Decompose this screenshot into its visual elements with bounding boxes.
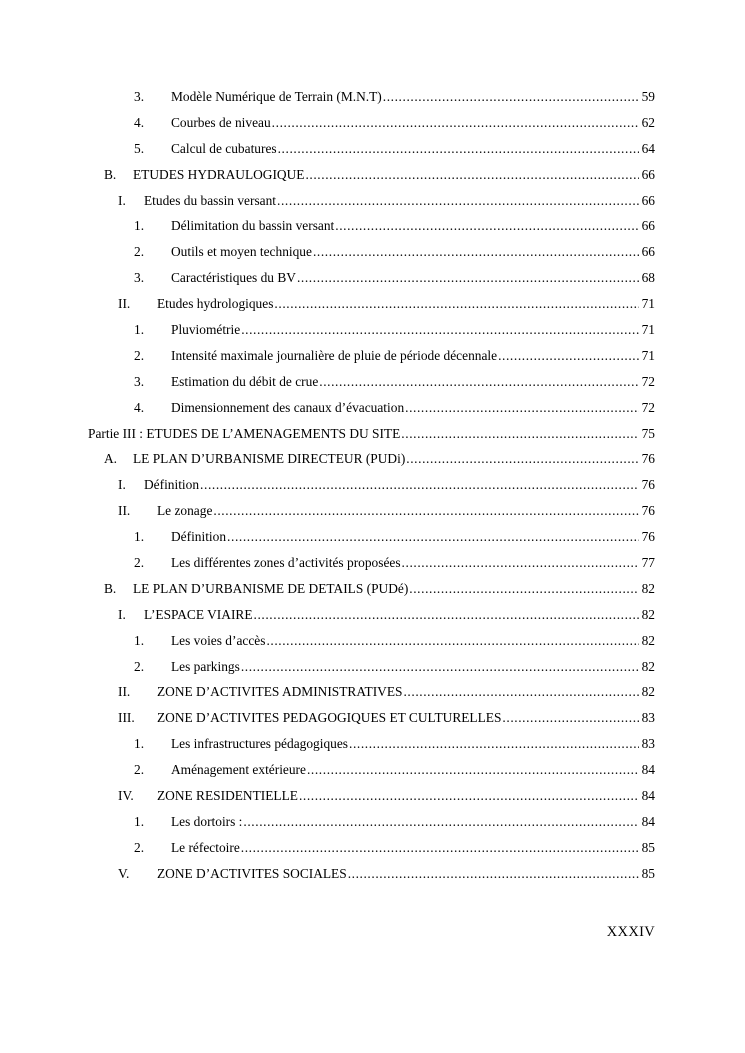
toc-entry-title: Définition <box>171 526 226 548</box>
toc-entry[interactable] <box>0 293 745 319</box>
toc-dot-leader <box>319 371 639 393</box>
toc-entry-page: 72 <box>641 399 655 415</box>
toc-entry-title: ZONE D’ACTIVITES PEDAGOGIQUES ET CULTURELLES <box>157 707 501 729</box>
toc-entry-number: 1. <box>134 736 145 752</box>
toc-entry[interactable] <box>0 656 745 682</box>
toc-dot-leader <box>403 681 639 703</box>
toc-entry-page: 82 <box>641 684 655 700</box>
toc-entry-page: 66 <box>641 192 655 208</box>
toc-entry-title: Les parkings <box>171 656 240 678</box>
toc-dot-leader <box>213 500 639 522</box>
toc-entry-page: 84 <box>641 813 655 829</box>
toc-entry-page: 66 <box>641 166 655 182</box>
toc-entry-title: Caractéristiques du BV <box>171 267 296 289</box>
toc-dot-leader <box>278 138 639 160</box>
toc-entry[interactable] <box>0 837 745 863</box>
toc-dot-leader <box>498 345 639 367</box>
toc-entry-title: Etudes du bassin versant <box>144 190 276 212</box>
toc-entry-title: LE PLAN D’URBANISME DE DETAILS (PUDé) <box>133 578 408 600</box>
toc-entry[interactable] <box>0 397 745 423</box>
toc-entry-number: 4. <box>134 114 145 130</box>
toc-entry-number: 1. <box>134 218 145 234</box>
toc-entry-number: 3. <box>134 270 145 286</box>
toc-entry-title: Dimensionnement des canaux d’évacuation <box>171 397 404 419</box>
toc-entry-number: 2. <box>134 839 145 855</box>
toc-entry-title: LE PLAN D’URBANISME DIRECTEUR (PUDi) <box>133 448 405 470</box>
toc-entry-number: B. <box>104 580 117 596</box>
toc-entry[interactable] <box>0 241 745 267</box>
toc-entry-page: 66 <box>641 244 655 260</box>
toc-entry-number: I. <box>118 192 126 208</box>
toc-dot-leader <box>254 604 639 626</box>
toc-dot-leader <box>383 86 639 108</box>
toc-entry[interactable] <box>0 500 745 526</box>
toc-entry-page: 59 <box>641 89 655 104</box>
toc-dot-leader <box>406 448 639 470</box>
toc-entry-page: 82 <box>641 580 655 596</box>
toc-entry-number: 4. <box>134 399 145 415</box>
toc-entry-title: ETUDES HYDRAULOGIQUE <box>133 164 304 186</box>
toc-entry[interactable] <box>0 552 745 578</box>
toc-entry-page: 83 <box>641 736 655 752</box>
toc-dot-leader <box>272 112 639 134</box>
toc-dot-leader <box>299 785 639 807</box>
toc-dot-leader <box>227 526 639 548</box>
toc-entry-number: 5. <box>134 140 145 156</box>
toc-entry-title: Partie III : ETUDES DE L’AMENAGEMENTS DU SITE <box>88 423 400 445</box>
toc-entry-title: ZONE RESIDENTIELLE <box>157 785 298 807</box>
toc-entry[interactable] <box>0 707 745 733</box>
toc-entry[interactable] <box>0 863 745 889</box>
toc-entry-number: II. <box>118 503 131 519</box>
toc-entry-title: Pluviométrie <box>171 319 240 341</box>
toc-entry-title: Les dortoirs : <box>171 811 242 833</box>
toc-dot-leader <box>402 552 639 574</box>
toc-entry-number: III. <box>118 710 135 726</box>
toc-entry[interactable] <box>0 785 745 811</box>
toc-entry[interactable] <box>0 164 745 190</box>
toc-dot-leader <box>335 215 639 237</box>
toc-entry-title: ZONE D’ACTIVITES ADMINISTRATIVES <box>157 681 402 703</box>
toc-entry-page: 85 <box>641 865 655 881</box>
toc-entry-number: 1. <box>134 813 145 829</box>
toc-entry-title: Modèle Numérique de Terrain (M.N.T) <box>171 86 382 108</box>
toc-entry[interactable] <box>0 112 745 138</box>
toc-entry[interactable] <box>0 448 745 474</box>
toc-dot-leader <box>409 578 639 600</box>
toc-entry-page: 82 <box>641 658 655 674</box>
toc-entry-page: 76 <box>641 477 655 493</box>
toc-dot-leader <box>241 656 639 678</box>
toc-entry-number: B. <box>104 166 117 182</box>
toc-entry-number: 1. <box>134 632 145 648</box>
toc-entry[interactable] <box>0 371 745 397</box>
toc-entry-number: 3. <box>134 373 145 389</box>
toc-entry-title: Le réfectoire <box>171 837 240 859</box>
toc-entry-title: Les infrastructures pédagogiques <box>171 733 348 755</box>
toc-entry-page: 72 <box>641 373 655 389</box>
toc-entry[interactable] <box>0 759 745 785</box>
toc-entry[interactable] <box>0 526 745 552</box>
toc-entry-title: Les différentes zones d’activités proposées <box>171 552 401 574</box>
toc-dot-leader <box>502 707 639 729</box>
toc-entry-page: 77 <box>641 555 655 571</box>
toc-entry-number: II. <box>118 684 131 700</box>
toc-entry[interactable] <box>0 578 745 604</box>
toc-entry[interactable] <box>0 423 745 449</box>
toc-entry-title: L’ESPACE VIAIRE <box>144 604 253 626</box>
toc-entry-number: 2. <box>134 244 145 260</box>
toc-entry-page: 66 <box>641 218 655 234</box>
toc-entry-number: II. <box>118 296 131 312</box>
toc-entry-page: 71 <box>641 322 655 338</box>
toc-entry-number: 1. <box>134 322 145 338</box>
toc-entry-page: 82 <box>641 606 655 622</box>
toc-entry-title: Définition <box>144 474 199 496</box>
toc-entry[interactable] <box>0 733 745 759</box>
toc-dot-leader <box>401 423 639 445</box>
page-number: XXXIV <box>606 924 655 940</box>
toc-entry-title: Les voies d’accès <box>171 630 265 652</box>
toc-entry-page: 82 <box>641 632 655 648</box>
toc-entry[interactable] <box>0 319 745 345</box>
toc-dot-leader <box>405 397 639 419</box>
toc-dot-leader <box>277 190 639 212</box>
toc-entry[interactable] <box>0 345 745 371</box>
toc-entry[interactable] <box>0 681 745 707</box>
toc-dot-leader <box>243 811 639 833</box>
toc-dot-leader <box>266 630 639 652</box>
toc-entry-page: 76 <box>641 503 655 519</box>
toc-entry-number: 2. <box>134 347 145 363</box>
toc-entry-page: 68 <box>641 270 655 286</box>
toc-entry-title: Calcul de cubatures <box>171 138 277 160</box>
toc-entry-number: A. <box>104 451 118 467</box>
toc-entry-title: Estimation du débit de crue <box>171 371 318 393</box>
toc-entry-number: I. <box>118 477 126 493</box>
toc-entry[interactable] <box>0 604 745 630</box>
toc-entry-page: 84 <box>641 788 655 804</box>
toc-entry-page: 62 <box>641 114 655 130</box>
toc-dot-leader <box>241 319 639 341</box>
toc-entry-title: Courbes de niveau <box>171 112 271 134</box>
toc-dot-leader <box>274 293 639 315</box>
toc-dot-leader <box>313 241 639 263</box>
toc-dot-leader <box>305 164 639 186</box>
toc-entry[interactable] <box>0 190 745 216</box>
toc-dot-leader <box>200 474 639 496</box>
toc-entry-page: 76 <box>641 529 655 545</box>
toc-entry[interactable] <box>0 630 745 656</box>
toc-dot-leader <box>241 837 639 859</box>
toc-entry-page: 71 <box>641 296 655 312</box>
toc-entry[interactable] <box>0 215 745 241</box>
toc-entry[interactable] <box>0 138 745 164</box>
toc-entry-page: 71 <box>641 347 655 363</box>
toc-entry[interactable] <box>0 267 745 293</box>
toc-entry-page: 84 <box>641 762 655 778</box>
toc-entry-number: V. <box>118 865 130 881</box>
toc-entry-title: Etudes hydrologiques <box>157 293 273 315</box>
toc-entry-page: 64 <box>641 140 655 156</box>
toc-entry-number: 2. <box>134 762 145 778</box>
toc-dot-leader <box>307 759 639 781</box>
toc-dot-leader <box>348 863 639 885</box>
toc-entry-number: IV. <box>118 788 134 804</box>
toc-entry-title: Outils et moyen technique <box>171 241 312 263</box>
toc-entry-number: I. <box>118 606 126 622</box>
toc-entry-number: 1. <box>134 529 145 545</box>
toc-entry-number: 3. <box>134 89 145 104</box>
toc-entry-title: Intensité maximale journalière de pluie de période décennale <box>171 345 497 367</box>
toc-entry-title: ZONE D’ACTIVITES SOCIALES <box>157 863 347 885</box>
toc-entry-title: Aménagement extérieure <box>171 759 306 781</box>
toc-entry[interactable] <box>0 86 745 112</box>
toc-entry-number: 2. <box>134 658 145 674</box>
toc-entry-title: Le zonage <box>157 500 212 522</box>
toc-entry-page: 75 <box>641 425 655 441</box>
toc-dot-leader <box>349 733 639 755</box>
toc-entry-number: 2. <box>134 555 145 571</box>
toc-entry-title: Délimitation du bassin versant <box>171 215 334 237</box>
toc-entry[interactable] <box>0 811 745 837</box>
toc-entry-page: 76 <box>641 451 655 467</box>
toc-dot-leader <box>297 267 639 289</box>
toc-entry-page: 83 <box>641 710 655 726</box>
table-of-contents <box>0 86 745 889</box>
toc-entry-page: 85 <box>641 839 655 855</box>
toc-entry[interactable] <box>0 474 745 500</box>
